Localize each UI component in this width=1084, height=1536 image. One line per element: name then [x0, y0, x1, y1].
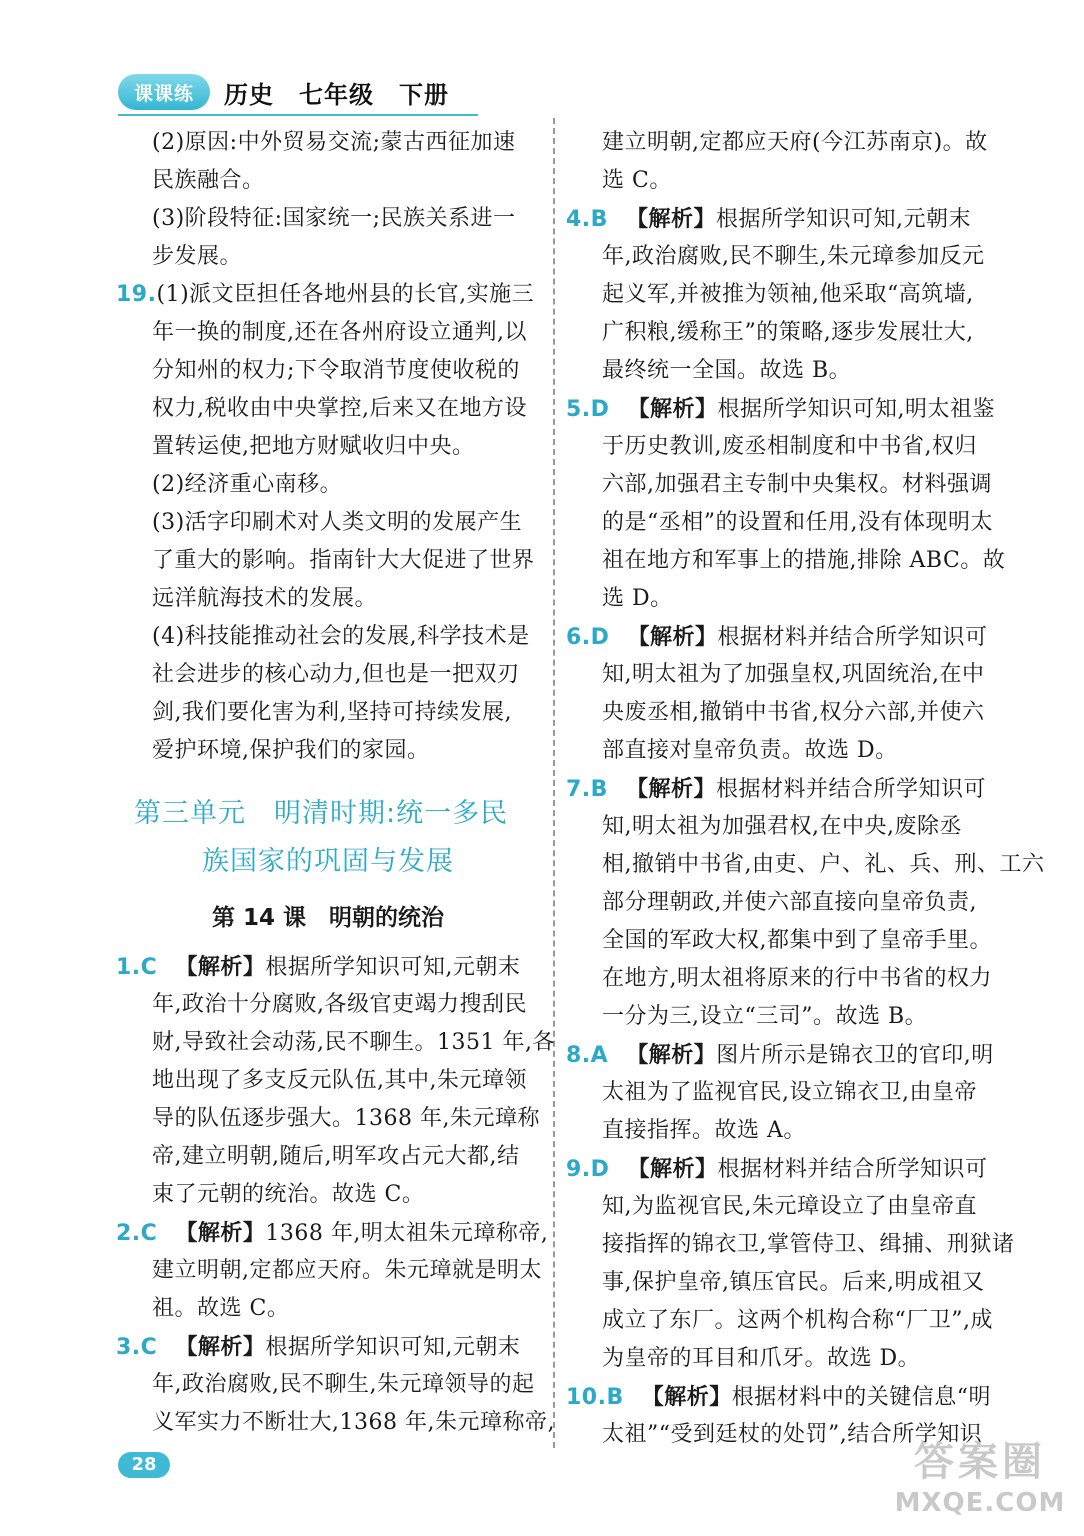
answer-line: 成立了东厂。这两个机构合称“厂卫”,成 — [602, 1308, 993, 1333]
answer-line: 祖在地方和军事上的措施,排除 ABC。故 — [602, 548, 1006, 573]
answer-line: (2)经济重心南移。 — [152, 472, 343, 497]
page-header — [118, 72, 449, 112]
answer-line: (3)活字印刷术对人类文明的发展产生 — [152, 510, 523, 535]
answer-3-line: 3.C 【解析】根据所学知识可知,元朝末 — [116, 1334, 521, 1360]
answer-line: 接指挥的锦衣卫,掌管侍卫、缉捕、刑狱诸 — [602, 1232, 1015, 1257]
answer-line: 地出现了多支反元队伍,其中,朱元璋领 — [152, 1068, 527, 1093]
answer-line: 为皇帝的耳目和爪牙。故选 D。 — [602, 1346, 921, 1371]
answer-line: 事,保护皇帝,镇压官民。后来,明成祖又 — [602, 1270, 985, 1295]
question-19-line: 19.(1)派文臣担任各地州县的长官,实施三 — [116, 282, 535, 307]
watermark-logo — [880, 1436, 1080, 1532]
answer-line: (2)原因:中外贸易交流;蒙古西征加速 — [152, 130, 516, 155]
lesson-title: 第 14 课 明朝的统治 — [211, 905, 445, 931]
answer-line: 远洋航海技术的发展。 — [152, 586, 378, 611]
answer-line: 年,政治腐败,民不聊生,朱元璋参加反元 — [602, 244, 985, 269]
answer-line: 帝,建立明朝,随后,明军攻占元大都,结 — [152, 1144, 520, 1169]
answer-line: 社会进步的核心动力,但也是一把双刃 — [152, 662, 520, 687]
answer-line: 民族融合。 — [152, 168, 265, 193]
answer-line: 权力,税收由中央掌控,后来又在地方设 — [152, 396, 527, 421]
answer-4-line: 4.B 【解析】根据所学知识可知,元朝末 — [566, 206, 971, 232]
answer-letter: A — [590, 1043, 609, 1068]
column-divider — [553, 118, 555, 1448]
answer-letter: D — [590, 625, 610, 650]
answer-line: 义军实力不断壮大,1368 年,朱元璋称帝, — [152, 1410, 555, 1435]
right-column — [566, 124, 1045, 1454]
answer-line: 于历史教训,废丞相制度和中书省,权归 — [602, 434, 977, 459]
answer-6-line: 6.D 【解析】根据材料并结合所学知识可 — [566, 624, 988, 650]
answer-line: 一分为三,设立“三司”。故选 B。 — [602, 1004, 928, 1029]
answer-line: 六部,加强君主专制中央集权。材料强调 — [602, 472, 992, 497]
answer-line: 选 D。 — [602, 586, 673, 611]
answer-line: 太祖”“受到廷杖的处罚”,结合所学知识 — [602, 1422, 983, 1447]
watermark-url: MXQE.COM — [894, 1488, 1066, 1518]
answer-line: 的是“丞相”的设置和任用,没有体现明太 — [602, 510, 993, 535]
answer-line: 年,政治腐败,民不聊生,朱元璋领导的起 — [152, 1372, 535, 1397]
answer-line: 束了元朝的统治。故选 C。 — [152, 1182, 425, 1207]
answer-line: 剑,我们要化害为利,坚持可持续发展, — [152, 700, 512, 725]
left-column — [116, 124, 555, 1442]
answer-line: 部直接对皇帝负责。故选 D。 — [602, 738, 898, 763]
answer-line: 步发展。 — [152, 244, 243, 269]
unit-title: 第三单元 明清时期:统一多民 — [134, 798, 509, 829]
header-rule — [118, 114, 478, 116]
answer-line: 知,明太祖为了加强皇权,巩固统治,在中 — [602, 662, 985, 687]
answer-line: 央废丞相,撤销中书省,权分六部,并使六 — [602, 700, 985, 725]
answer-7-line: 7.B 【解析】根据材料并结合所学知识可 — [566, 776, 986, 802]
answer-line: 最终统一全国。故选 B。 — [602, 358, 852, 383]
answer-letter: B — [606, 1385, 624, 1410]
answer-line: 导的队伍逐步强大。1368 年,朱元璋称 — [152, 1106, 540, 1131]
answer-line: 爱护环境,保护我们的家园。 — [152, 738, 430, 763]
answer-line: 起义军,并被推为领袖,他采取“高筑墙, — [602, 282, 974, 307]
answer-line: 部分理朝政,并使六部直接向皇帝负责, — [602, 890, 977, 915]
answer-line: 财,导致社会动荡,民不聊生。1351 年,各 — [152, 1030, 555, 1055]
answer-line: 知,明太祖为加强君权,在中央,废除丞 — [602, 814, 962, 839]
answer-line: (4)科技能推动社会的发展,科学技术是 — [152, 624, 530, 649]
answer-line: 相,撤销中书省,由吏、户、礼、兵、刑、工六 — [602, 852, 1045, 877]
answer-line: 知,为监视官民,朱元璋设立了由皇帝直 — [602, 1194, 977, 1219]
answer-10-line: 10.B 【解析】根据材料中的关键信息“明 — [566, 1384, 992, 1410]
answer-line: 全国的军政大权,都集中到了皇帝手里。 — [602, 928, 992, 953]
book-title: 历史 七年级 下册 — [224, 79, 449, 109]
answer-line: 祖。故选 C。 — [152, 1296, 290, 1321]
answer-line: 了重大的影响。指南针大大促进了世界 — [152, 548, 535, 573]
answer-line: 置转运使,把地方财赋收归中央。 — [152, 434, 475, 459]
brand-logo: 课课练 — [118, 74, 210, 110]
answer-5-line: 5.D 【解析】根据所学知识可知,明太祖鉴 — [566, 396, 995, 422]
answer-9-line: 9.D 【解析】根据材料并结合所学知识可 — [566, 1156, 988, 1182]
question-number: 19. — [116, 282, 157, 307]
answer-line: 在地方,明太祖将原来的行中书省的权力 — [602, 966, 992, 991]
answer-line: 选 C。 — [602, 168, 672, 193]
answer-8-line: 8.A 【解析】图片所示是锦衣卫的官印,明 — [566, 1042, 994, 1068]
answer-2-line: 2.C 【解析】1368 年,明太祖朱元璋称帝, — [116, 1220, 549, 1246]
answer-line: 年,政治十分腐败,各级官吏竭力搜刮民 — [152, 992, 527, 1017]
answer-line: 广积粮,缓称王”的策略,逐步发展壮大, — [602, 320, 974, 345]
answer-letter: C — [140, 955, 158, 980]
answer-letter: C — [140, 1221, 158, 1246]
answer-line: 建立明朝,定都应天府。朱元璋就是明太 — [152, 1258, 542, 1283]
watermark-text: 答案圈 — [914, 1439, 1046, 1485]
answer-1-line: 1.C 【解析】根据所学知识可知,元朝末 — [116, 954, 521, 980]
answer-line: 分知州的权力;下令取消节度使收税的 — [152, 358, 520, 383]
answer-line: 建立明朝,定都应天府(今江苏南京)。故 — [602, 130, 988, 155]
answer-letter: D — [590, 397, 610, 422]
answer-line: (3)阶段特征:国家统一;民族关系进一 — [152, 206, 516, 231]
answer-line: 太祖为了监视官民,设立锦衣卫,由皇帝 — [602, 1080, 977, 1105]
answer-letter: B — [590, 207, 608, 232]
answer-line: 年一换的制度,还在各州府设立通判,以 — [152, 320, 527, 345]
answer-letter: B — [590, 777, 608, 802]
answer-letter: D — [590, 1157, 610, 1182]
answer-letter: C — [140, 1335, 158, 1360]
page-number: 28 — [118, 1452, 170, 1478]
answer-line: 直接指挥。故选 A。 — [602, 1118, 806, 1143]
unit-title-cont: 族国家的巩固与发展 — [202, 846, 454, 877]
